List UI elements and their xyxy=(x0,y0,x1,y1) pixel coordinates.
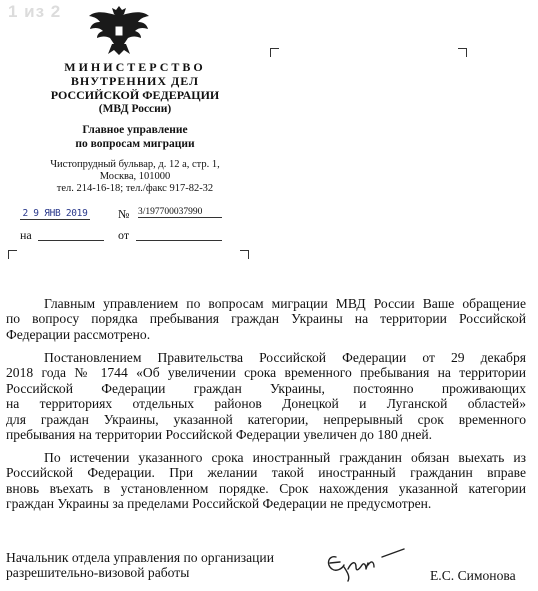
double-headed-eagle-emblem-icon xyxy=(88,4,150,56)
signatory-position-line2: разрешительно-визовой работы xyxy=(6,565,190,581)
body-line: 2018 года № 1744 «Об увеличении срока временного пребывания на территории xyxy=(6,365,526,381)
body-line: Федерации рассмотрено. xyxy=(6,326,151,342)
reply-to-label: на xyxy=(20,228,32,242)
signatory-position-line1: Начальник отдела управления по организации xyxy=(6,550,274,565)
body-line: пребывания на территории Российской Федерации увеличен до 180 дней. xyxy=(6,427,433,443)
reply-from-label: от xyxy=(118,228,130,242)
reply-from-blank-line xyxy=(136,240,222,241)
signatory-position xyxy=(6,550,274,581)
body-line: Главным управлением по вопросам миграции МВД России Ваше обращение xyxy=(44,296,526,311)
body-line: По истечении указанного срока иностранный гражданин обязан выехать из xyxy=(44,450,526,465)
page-badge: 1 из 2 xyxy=(8,2,62,21)
ministry-abbreviation: (МВД России) xyxy=(98,103,172,115)
ministry-title-line3: РОССИЙСКОЙ ФЕДЕРАЦИИ xyxy=(50,88,220,102)
body-paragraph-1 xyxy=(6,296,526,342)
body-line: вновь въехать в установленном порядке. Срок нахождения указанной категории xyxy=(6,480,526,496)
addressee-corner-mark-right xyxy=(458,48,467,57)
signatory-name: Е.С. Симонова xyxy=(430,568,516,583)
ministry-title-line1: МИНИСТЕРСТВО xyxy=(64,60,206,74)
reply-to-blank-line xyxy=(38,240,104,241)
body-line: граждан Украины за пределами Российской Федерации не предусмотрен. xyxy=(6,496,432,512)
body-line: Российской Федерации. При желании такой иностранный гражданин вправе xyxy=(6,465,526,481)
body-paragraph-2 xyxy=(6,350,526,442)
body-paragraph-3 xyxy=(6,450,526,512)
body-line: Постановлением Правительства Российской Федерации от 29 декабря xyxy=(44,350,526,365)
addressee-corner-mark-left xyxy=(270,48,279,57)
subject-corner-mark-right xyxy=(240,250,249,259)
ministry-title-line2: ВНУТРЕННИХ ДЕЛ xyxy=(70,74,200,88)
body-line: на территориях отдельных районов Донецкой и Луганской областей» xyxy=(6,396,526,412)
subject-corner-mark-left xyxy=(8,250,17,259)
body-line: для граждан Украины, указанной категории, непрерывный срок временного xyxy=(6,411,526,427)
body-line: Российской Федерации граждан Украины, постоянно проживающих xyxy=(6,380,526,396)
registration-date-stamp: 2 9 ЯНВ 2019 xyxy=(20,208,90,220)
handwritten-signature-icon xyxy=(322,543,412,585)
registration-number: 3/197700037990 xyxy=(138,207,222,218)
department-title-line2: по вопросам миграции xyxy=(75,138,195,150)
address-phone-line: тел. 214-16-18; тел./факс 917-82-32 xyxy=(56,183,214,194)
registration-number-label: № xyxy=(118,207,130,221)
address-line2: Москва, 101000 xyxy=(99,171,171,182)
address-line1: Чистопрудный бульвар, д. 12 а, стр. 1, xyxy=(50,159,220,170)
department-title-line1: Главное управление xyxy=(82,124,188,136)
body-line: по вопросу порядка пребывания граждан Украины на территории Российской xyxy=(6,311,526,327)
